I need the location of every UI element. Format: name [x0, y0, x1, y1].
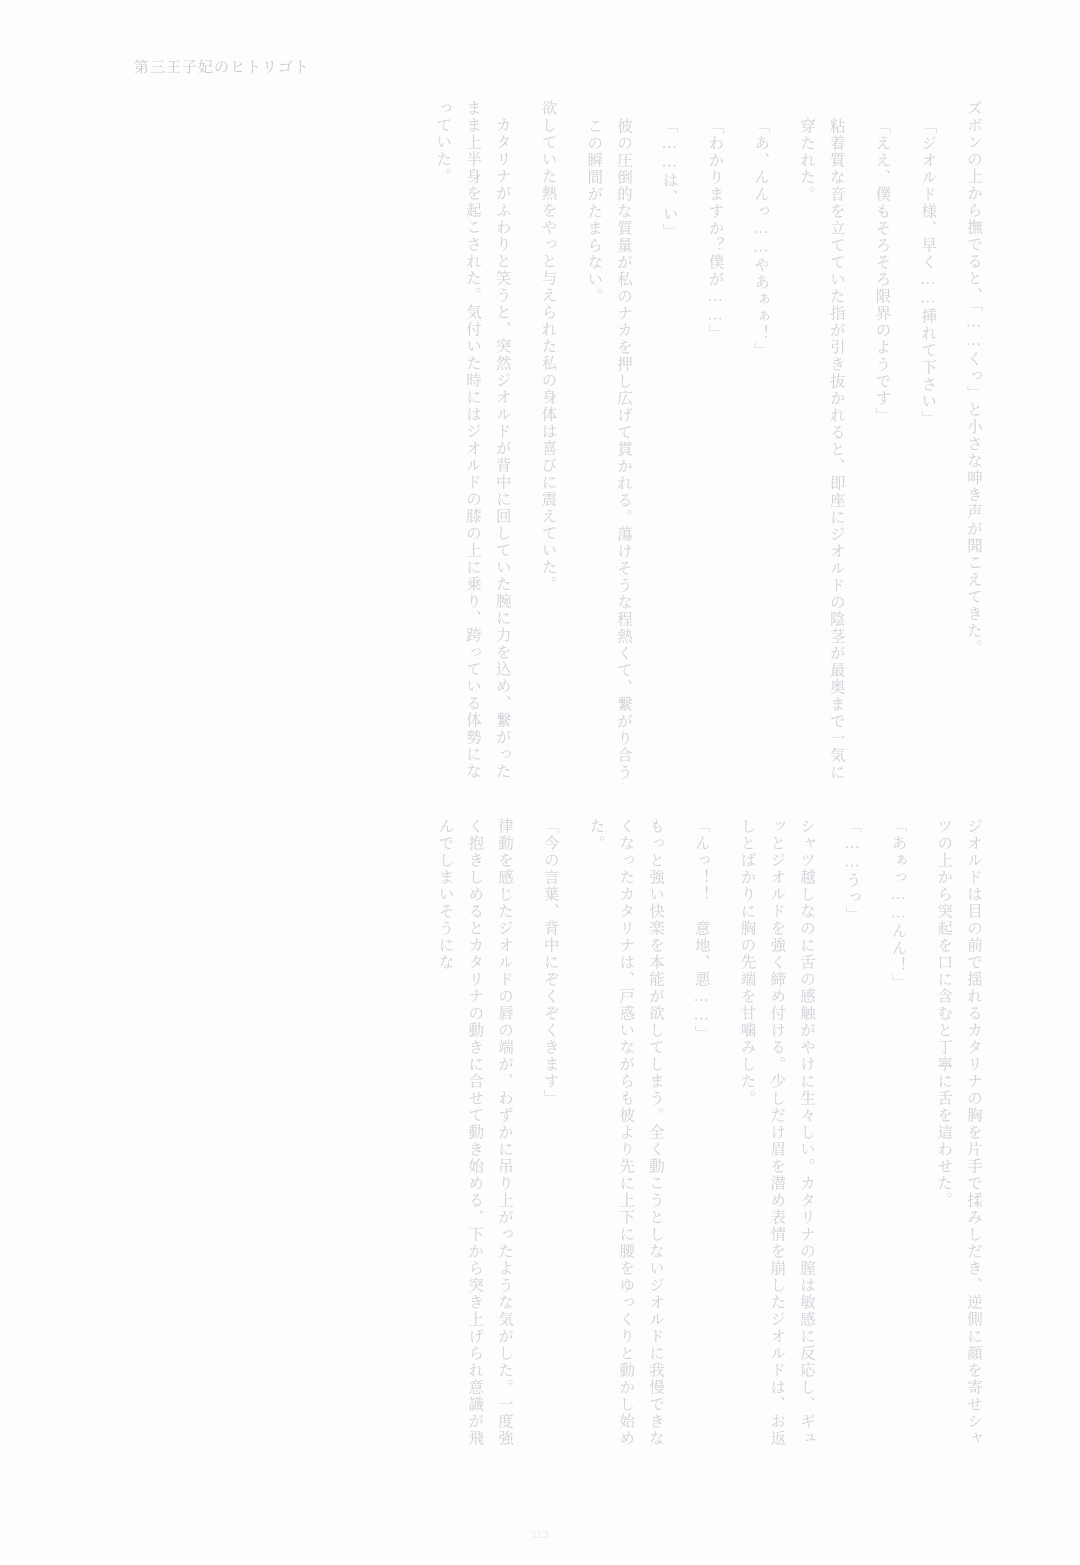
- lower-text-block: [430, 800, 1004, 1460]
- text-line: 「今の言葉、背中にぞくぞくきます」: [541, 818, 559, 1107]
- text-line: 「わかりますか？僕が……」: [706, 118, 724, 342]
- text-line: 「……は、い」: [660, 118, 678, 240]
- text-line: 「あぁっ……んん！」: [889, 818, 907, 991]
- upper-text-block: [428, 100, 1005, 790]
- text-line: ズボンの上から撫でると、「……くっ」と小さな呻き声が聞こえてきた。: [965, 100, 982, 657]
- text-line: 「ジオルド様、早く……挿れて下さい」: [919, 118, 937, 427]
- text-line: ジオルドは目の前で揺れるカタリナの胸を片手で揉みしだき、逆側に顔を寄せシャツの上から突起を口に含むと丁寧に舌を這わせた。: [935, 818, 982, 1447]
- text-line: カタリナがふわりと笑うと、突然ジオルドが背中に回していた腕に力を込め、繋がったまま上半身を起こされた。気付いた時にはジオルドの膝の上に乗り、跨っている体勢になっていた。: [434, 100, 511, 780]
- text-line: 「……うっ」: [843, 818, 861, 923]
- text-line: 「んっ！！ 意地、悪……」: [692, 818, 710, 1042]
- text-line: 「ええ、僕もそろそろ限界のようです」: [873, 118, 891, 424]
- text-line: 律動を感じたジオルドの唇の端が、わずかに吊り上がったような気がした。一度強く抱きしめるとカタリナの動きに合せて動き始める、下から突き上げられ意識が飛んでしまいそうにな: [436, 818, 513, 1447]
- text-line: 粘着質な音を立てていた指が引き抜かれると、即座にジオルドの陰茎が最奥まで一気に穿たれた。: [798, 118, 845, 781]
- running-header: 第三王子妃のヒトリゴト: [134, 60, 310, 76]
- text-line: 「あ、んんっ……やあぁぁ！」: [752, 118, 770, 359]
- page-number: 113: [531, 1529, 549, 1541]
- text-line: シャツ越しなのに舌の感触がやけに生々しい。カタリナの膣は敏感に反応し、ギュッとジオルドを強く締め付ける。少しだけ眉を潜め表情を崩したジオルドは、お返しとばかりに胸の先端を甘噛みした。: [738, 818, 815, 1447]
- text-line: もっと強い快楽を本能が欲してしまう。全く動こうとしないジオルドに我慢できなくなったカタリナは、戸惑いながらも彼より先に上下に腰をゆっくりと動かし始めた。: [587, 818, 664, 1447]
- text-line: 彼の圧倒的な質量が私のナカを押し広げて貫かれる。蕩けそうな程熱くて、繋がり合うこの瞬間がたまらない。: [585, 118, 632, 781]
- text-line: 欲していた熱をやっと与えられた私の身体は喜びに震えていた。: [539, 100, 557, 593]
